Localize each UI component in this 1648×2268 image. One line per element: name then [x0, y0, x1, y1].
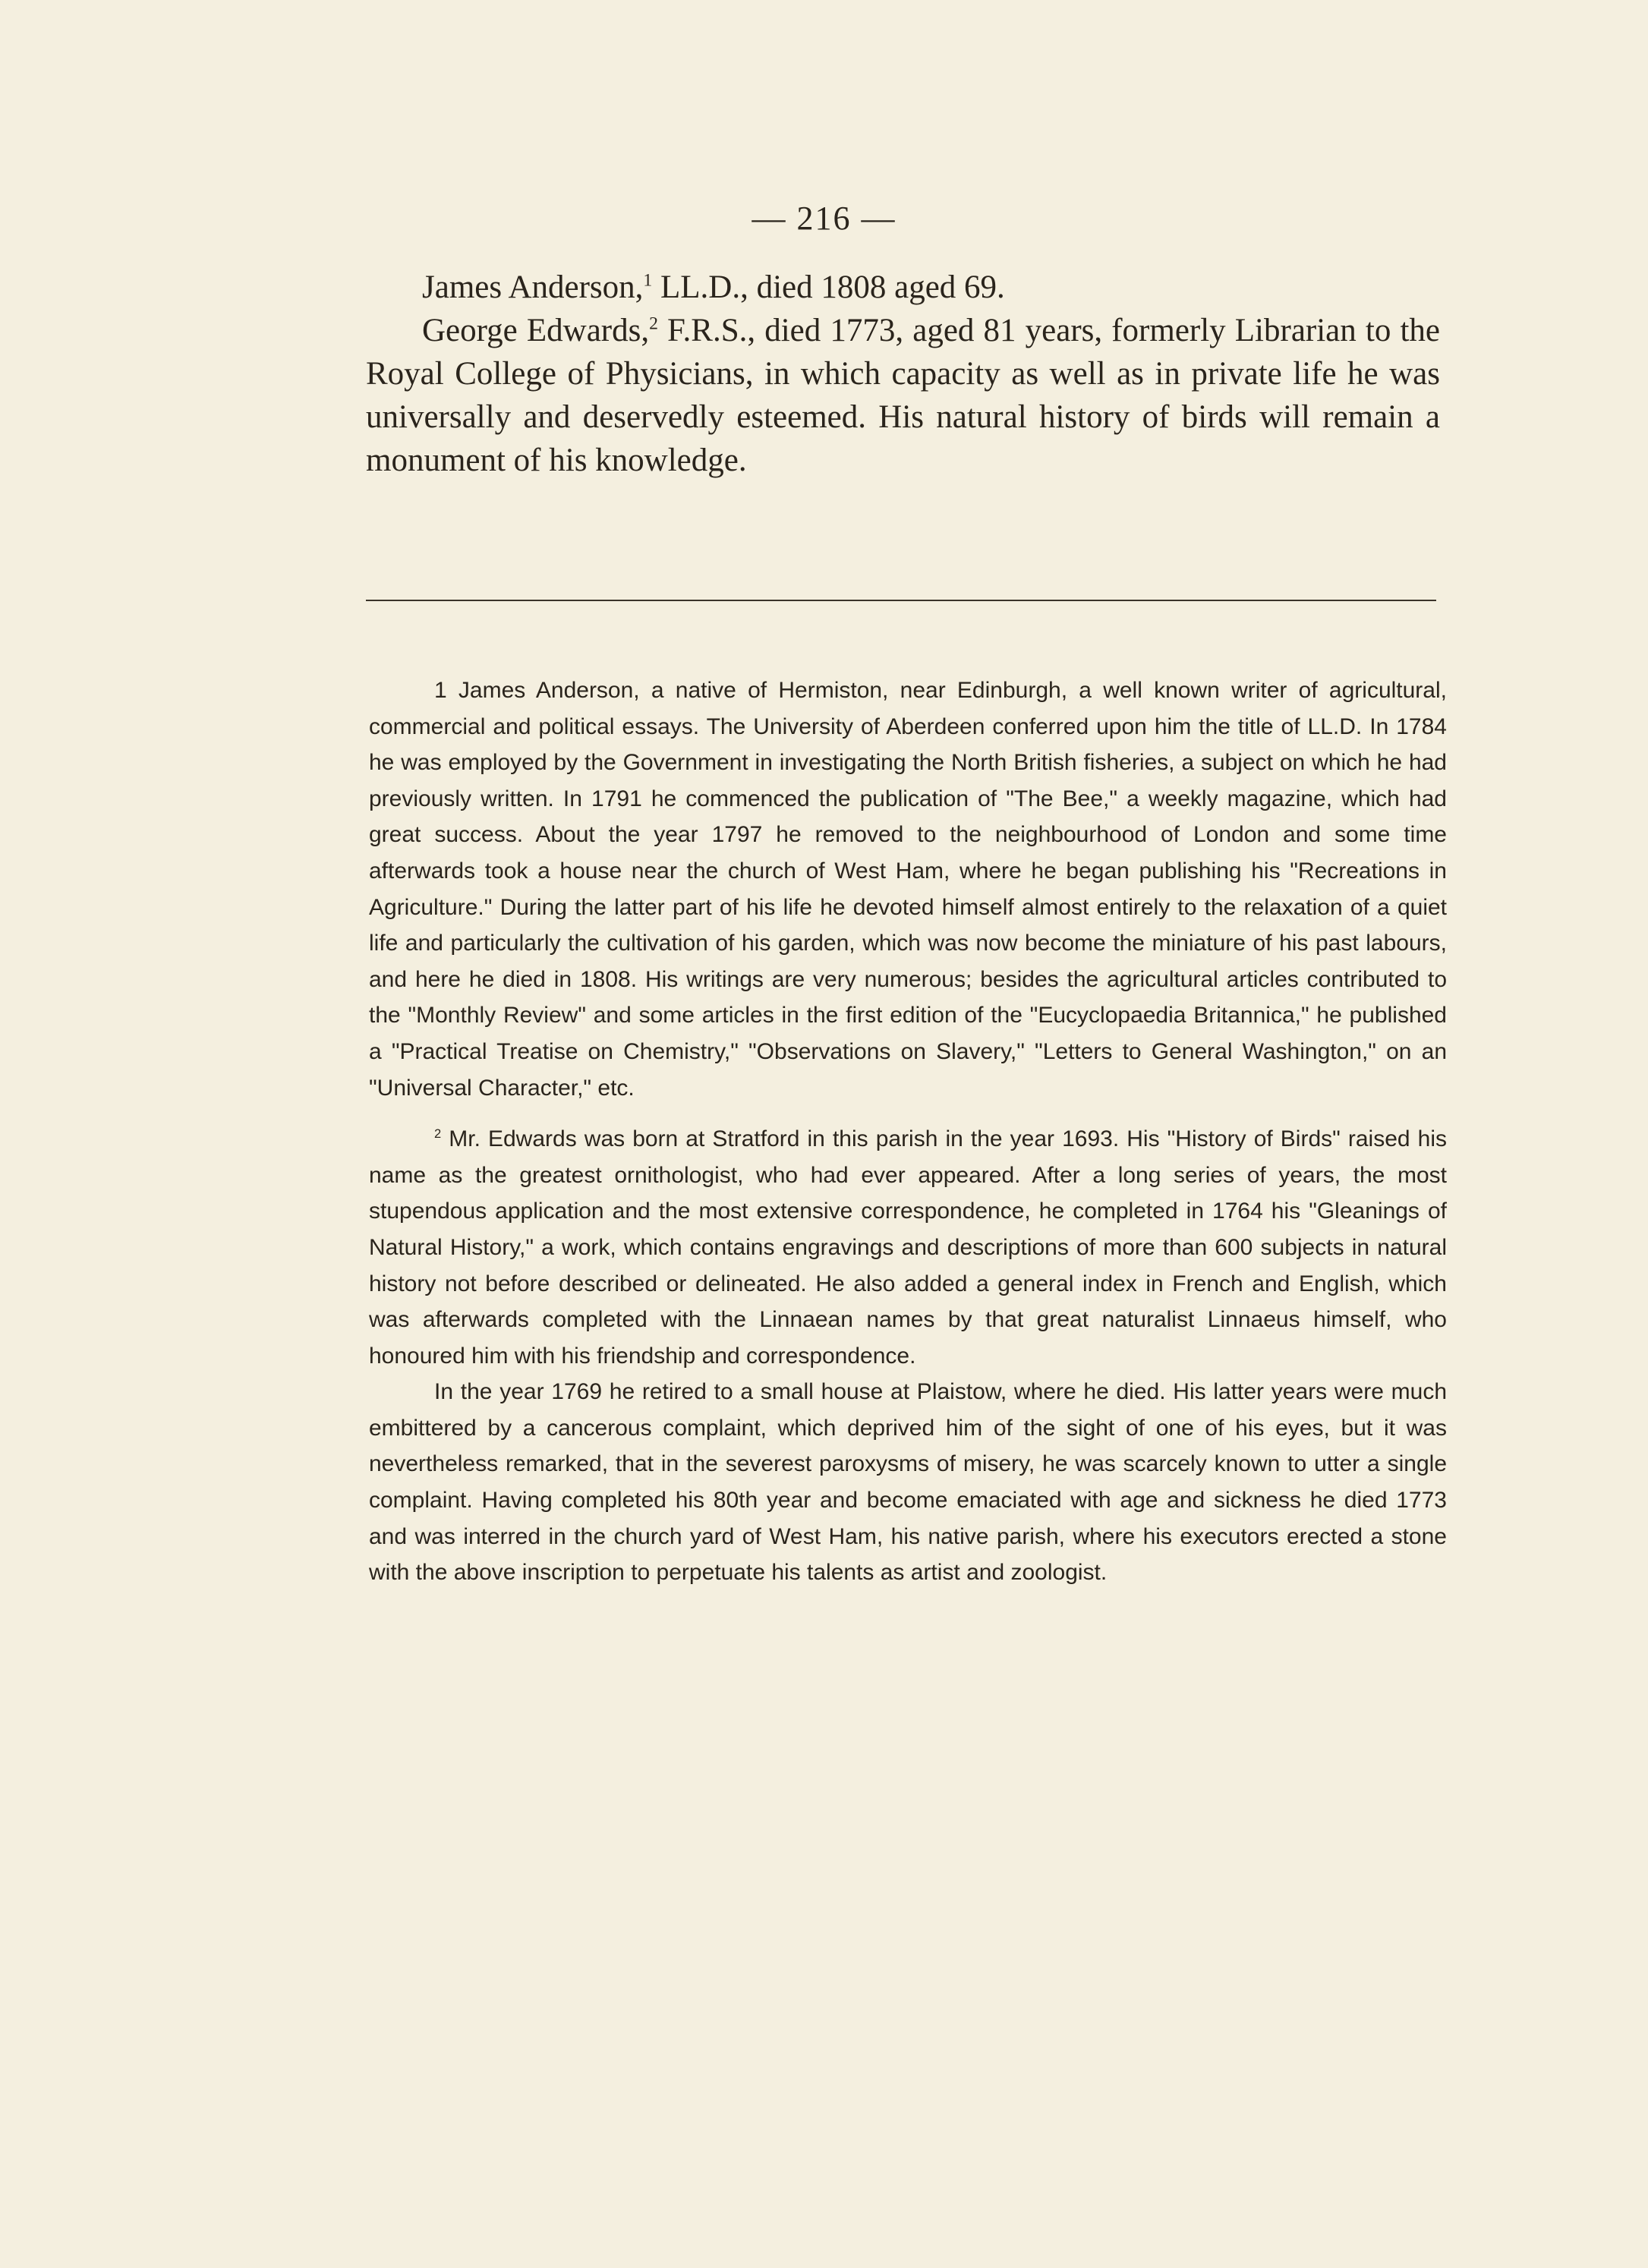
entry-text: F.R.S., died 1773, aged 81 years, formerly Librarian to the Royal College of Physicians, in which capacity as well as in private life he was universally and deservedly esteemed. His natural history of birds will remain a monument of his knowledge.: [366, 313, 1440, 478]
main-text: [366, 266, 1440, 482]
footnote-mark: 2: [434, 1127, 442, 1142]
entry-james-anderson: [366, 266, 1440, 309]
footnote-text: Mr. Edwards was born at Stratford in this parish in the year 1693. His "History of Birds" raised his name as the greatest ornithologist, who had ever appeared. After a long series of years, the most stupendous application and the most extensive correspondence, he completed in 1764 his "Gleanings of Natural History," a work, which contains engravings and descriptions of more than 600 subjects in natural history not before described or delineated. He also added a general index in French and English, which was afterwards completed with the Linnaean names by that great naturalist Linnaeus himself, who honoured him with his friendship and correspondence.: [369, 1126, 1447, 1369]
footnote-2: [369, 1121, 1447, 1374]
footnote-2-continuation: In the year 1769 he retired to a small house at Plaistow, where he died. His latter years were much embittered by a cancerous complaint, which deprived him of the sight of one of his eyes, but it was nevertheless remarked, that in the severest paroxysms of misery, he was scarcely known to utter a single complaint. Having completed his 80th year and become emaciated with age and sickness he died 1773 and was interred in the church yard of West Ham, his native parish, where his executors erected a stone with the above inscription to perpetuate his talents as artist and zoologist.: [369, 1379, 1447, 1586]
footnote-mark: 1: [434, 678, 447, 703]
footnote-divider: [366, 600, 1436, 601]
footnotes: [369, 673, 1447, 1591]
footnote-1: [369, 673, 1447, 1106]
footnote-text: James Anderson, a native of Hermiston, near Edinburgh, a well known writer of agricultural, commercial and political essays. The University of Aberdeen conferred upon him the title of LL.D. In 1784 he was employed by the Government in investigating the North British fisheries, a subject on which he had previously written. In 1791 he commenced the publication of "The Bee," a weekly magazine, which had great success. About the year 1797 he removed to the neighbourhood of London and some time afterwards took a house near the church of West Ham, where he began publishing his "Recreations in Agriculture." During the latter part of his life he devoted himself almost entirely to the relaxation of a quiet life and particularly the cultivation of his garden, which was now become the miniature of his past labours, and here he died in 1808. His writings are very numerous; besides the agricultural articles contributed to the "Monthly Review" and some articles in the first edition of the "Eucyclopaedia Britannica," he published a "Practical Treatise on Chemistry," "Observations on Slavery," "Letters to General Washington," on an "Universal Character," etc.: [369, 678, 1447, 1101]
footnote-reference: 1: [643, 270, 653, 291]
entry-text: LL.D., died 1808 aged 69.: [652, 269, 1005, 305]
page-number: — 216 —: [752, 200, 896, 237]
entry-name: James Anderson,: [422, 269, 644, 305]
footnote-reference: 2: [649, 313, 658, 334]
entry-george-edwards: [366, 309, 1440, 482]
entry-name: George Edwards,: [422, 313, 650, 348]
